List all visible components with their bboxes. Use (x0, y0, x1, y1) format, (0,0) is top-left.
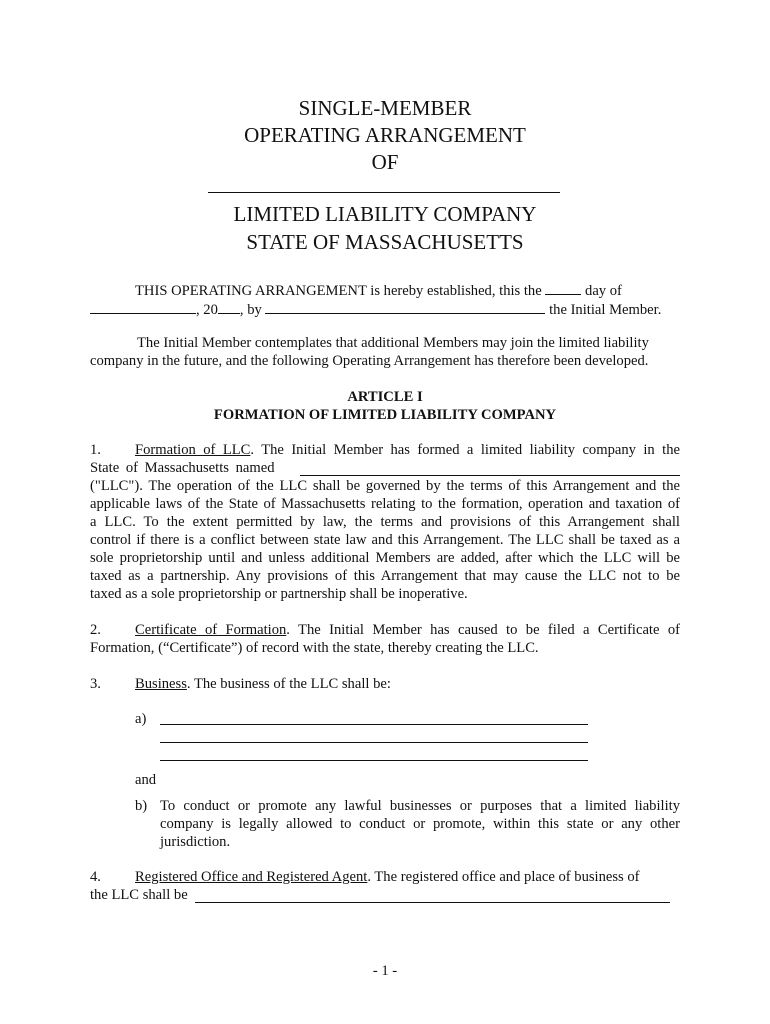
para2-line-1: The Initial Member contemplates that additional Members may join the limited liability (137, 335, 649, 351)
s3-number: 3. (90, 676, 101, 692)
title-line-4: LIMITED LIABILITY COMPANY (233, 202, 537, 226)
s1-number: 1. (90, 442, 101, 458)
title-line-2: OPERATING ARRANGEMENT (244, 123, 526, 147)
s4-line-1 (90, 868, 640, 886)
s1-line-4: applicable laws of the State of Massachusetts relating to the formation, operation and taxation of (90, 496, 680, 512)
s3-b-line-2: company is legally allowed to conduct or promote, within this state or any other (160, 816, 680, 832)
s1-line-3: ("LLC"). The operation of the LLC shall be governed by the terms of this Arrangement and the (90, 478, 680, 494)
registered-office-blank[interactable] (195, 902, 670, 903)
intro-text-b: day of (585, 283, 622, 299)
s1-line-2: State of Massachusetts named (90, 460, 275, 476)
s1-line1-rest: . The Initial Member has formed a limited liability company in the (250, 442, 680, 458)
s3-b-label: b) (135, 798, 148, 814)
article-number: ARTICLE I (347, 389, 423, 405)
s3-a-label: a) (135, 711, 147, 727)
s4-number: 4. (90, 869, 101, 885)
intro-line-2 (90, 299, 661, 319)
s1-heading: Formation of LLC (135, 442, 251, 458)
s3-b-line-3: jurisdiction. (160, 834, 231, 850)
s3-rest: . The business of the LLC shall be: (186, 676, 391, 692)
intro-text-d: , by (239, 302, 262, 318)
s4-heading: Registered Office and Registered Agent (135, 869, 368, 885)
s3-heading: Business (135, 676, 187, 692)
s1-line-6: control if there is a conflict between state law and this Arrangement. The LLC shall be taxed as a (90, 532, 680, 548)
s1-line-7: sole proprietorship until and unless additional Members are added, after which the LLC will be (90, 550, 680, 566)
s2-number: 2. (90, 622, 101, 638)
intro-line-1 (135, 280, 622, 300)
s3-line-1 (90, 675, 391, 693)
member-name-blank[interactable] (265, 299, 545, 314)
llc-name-blank[interactable] (300, 475, 680, 476)
title-line-1: SINGLE-MEMBER (298, 96, 472, 120)
s2-line-1 (90, 621, 680, 639)
intro-text-a: THIS OPERATING ARRANGEMENT is hereby established, this the (135, 283, 542, 299)
s1-line-9: taxed as a sole proprietorship or partnership shall be inoperative. (90, 586, 468, 602)
year-blank[interactable] (218, 299, 240, 314)
s1-line-1 (90, 441, 680, 459)
day-blank[interactable] (545, 280, 581, 295)
s1-line-5: a LLC. To the extent permitted by law, the terms and provisions of this Arrangement shall (90, 514, 680, 530)
company-name-blank[interactable] (208, 192, 560, 193)
s4-line-2: the LLC shall be (90, 887, 188, 903)
s2-line-2: Formation, (“Certificate”) of record with the state, thereby creating the LLC. (90, 640, 539, 656)
intro-text-c: , 20 (196, 302, 218, 318)
s2-line1-rest: . The Initial Member has caused to be filed a Certificate of (286, 622, 680, 638)
s1-line-8: taxed as a partnership. Any provisions of this Arrangement that may cause the LLC not to be (90, 568, 680, 584)
title-line-5: STATE OF MASSACHUSETTS (246, 230, 524, 254)
s3-and: and (135, 772, 157, 788)
s3-b-line-1: To conduct or promote any lawful businesses or purposes that a limited liability (160, 798, 680, 814)
business-blank-2[interactable] (160, 742, 588, 743)
s2-heading: Certificate of Formation (135, 622, 287, 638)
article-title: FORMATION OF LIMITED LIABILITY COMPANY (213, 407, 557, 423)
s4-line1-rest: . The registered office and place of business of (367, 869, 640, 885)
business-blank-1[interactable] (160, 724, 588, 725)
month-blank[interactable] (90, 299, 196, 314)
intro-text-e: the Initial Member. (549, 302, 662, 318)
business-blank-3[interactable] (160, 760, 588, 761)
page-number: - 1 - (372, 963, 398, 979)
para2-line-2: company in the future, and the following Operating Arrangement has therefore been developed. (90, 353, 649, 369)
title-line-3: OF (371, 150, 399, 174)
